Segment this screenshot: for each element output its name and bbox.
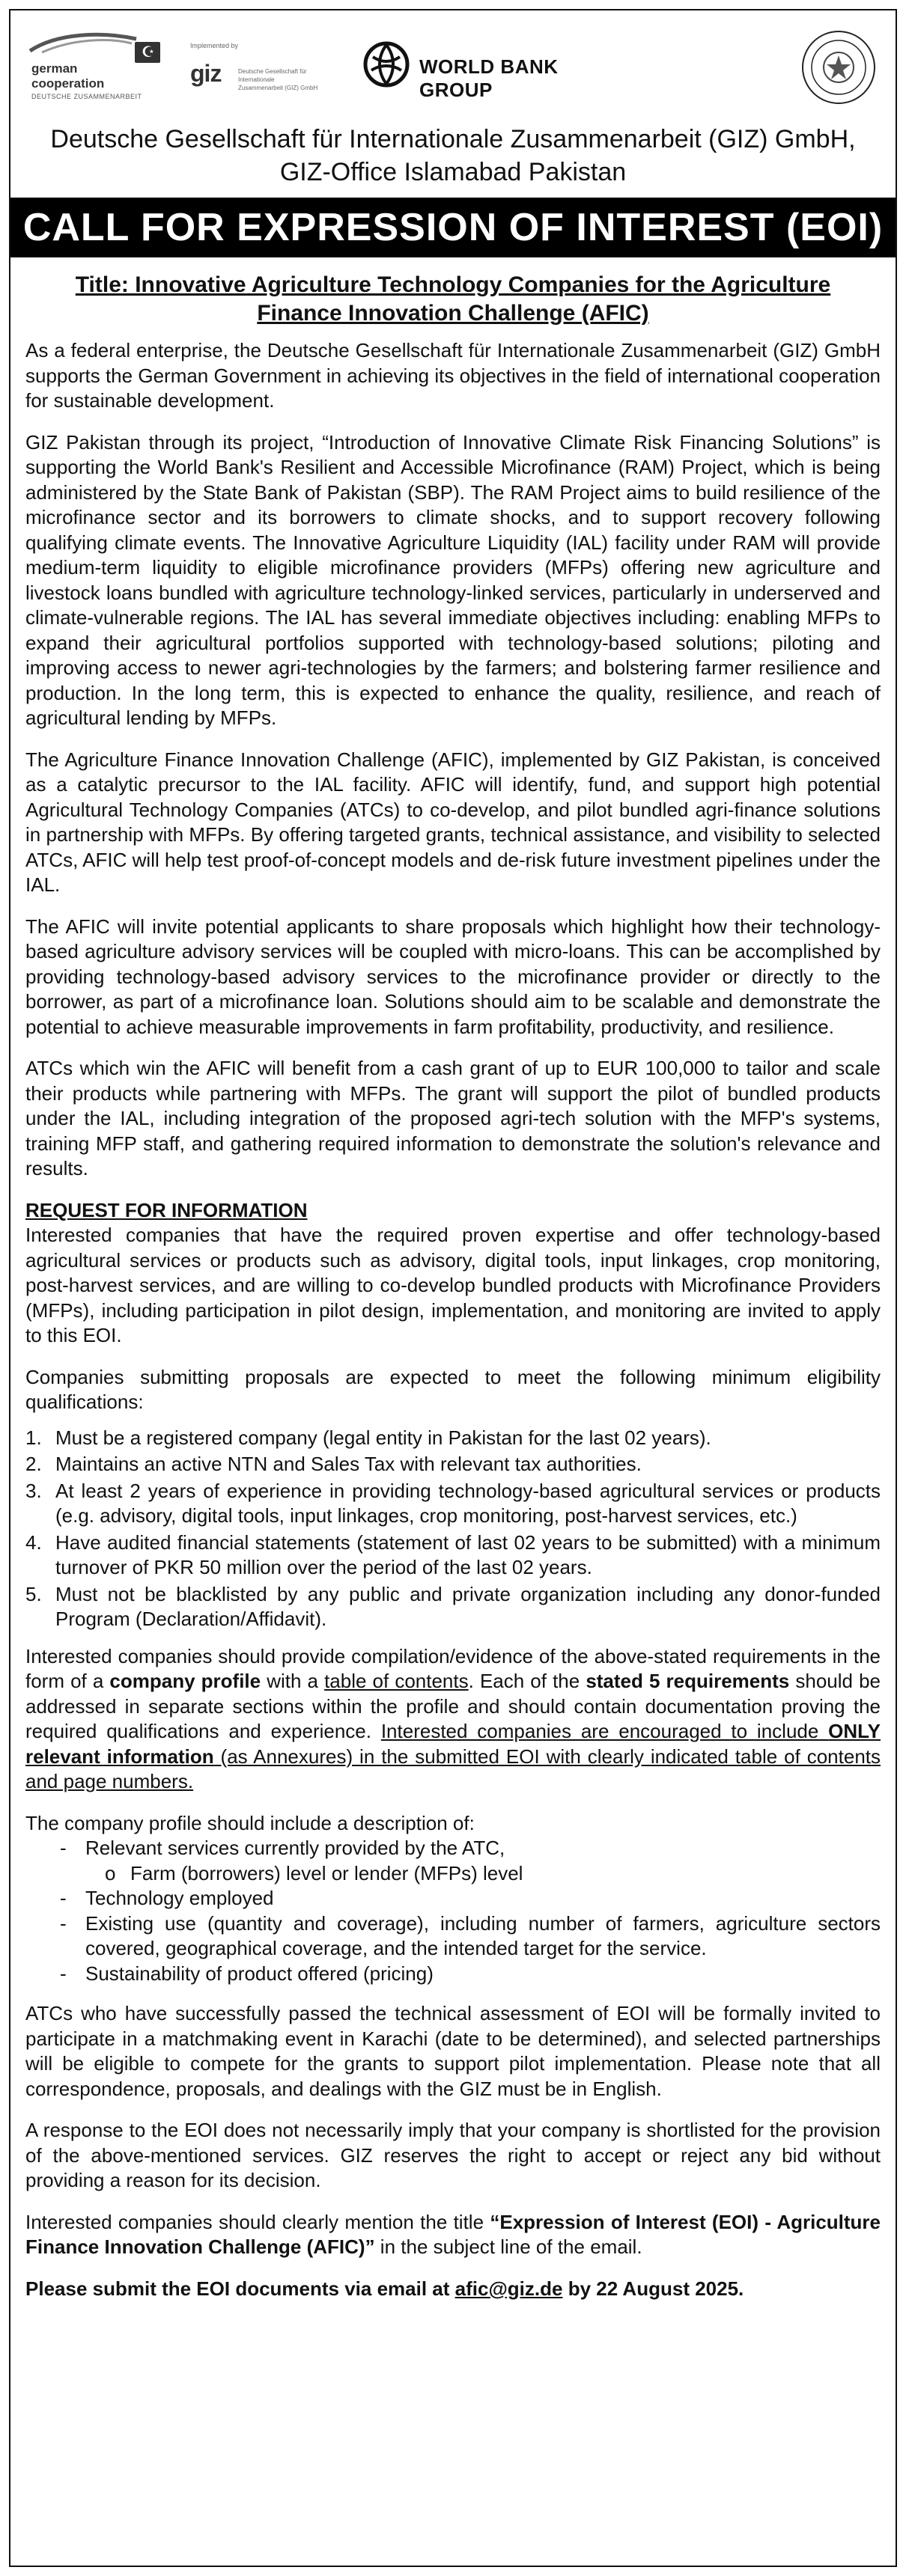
organization-name: Deutsche Gesellschaft für Internationale Zusammenarbeit (GIZ) GmbH, [50,125,856,153]
submission-instructions [25,2277,881,2302]
item-number: 3. [25,1479,42,1502]
paragraph-project: GIZ Pakistan through its project, “Introduction of Innovative Climate Risk Financing Solutions” is supporting the World Bank's Resilient and Accessible Microfinance (RAM) Project, which is being administered by the State Bank of Pakistan (SBP). The RAM Project aims to build resilience of the microfinance sector and its borrowers to climate shocks, and to support recovery following qualifying climate events. The Innovative Agriculture Liquidity (IAL) facility under RAM will provide medium-term liquidity to eligible microfinance providers (MFPs) offering new agriculture and livestock loans bundled with agriculture technology-linked services, particularly in underserved and climate-vulnerable regions. The IAL has several immediate objectives including: enabling MFPs to expand their agricultural portfolios supported with technology-based solutions; piloting and improving access to newer agri-technologies by the farmers; and bolstering farmer resilience and production. In the long term, this is expected to enhance the quality, resilience, and reach of agricultural lending by MFPs. [25,430,881,729]
giz-logo [190,42,317,94]
paragraph-proposals: The AFIC will invite potential applicants to share proposals which highlight how their technology-based agriculture advisory services will be coupled with micro-loans. This can be accomplished by providing technology-based advisory services to the microfinance provider or directly to the borrower, as part of a microfinance loan. Solutions should aim to be scalable and demonstrate the potential to achieve measurable improvements in farm profitability, productivity, and resilience. [25,915,881,1038]
item-text: Technology employed [85,1887,274,1909]
email-subject-title: “Expression of Interest (EOI) - Agriculture Finance Innovation Challenge (AFIC)” [25,2210,881,2258]
paragraph-afic: The Agriculture Finance Innovation Challenge (AFIC), implemented by GIZ Pakistan, is conceived as a catalytic precursor to the IAL facility. AFIC will identify, fund, and support high potential Agricultural Technology Companies (ATCs) to co-develop, and pilot bundled agri-finance solutions in partnership with MFPs. By offering targeted grants, technical assistance, and visibility to selected ATCs, AFIC will help test proof-of-concept models and de-risk future investment pipelines under the IAL. [25,748,881,896]
profile-intro: The company profile should include a description of: [25,1811,475,1834]
eoi-banner: CALL FOR EXPRESSION OF INTEREST (EOI) [10,198,896,257]
text-run: Please submit the EOI documents via email at [25,2277,455,2300]
item-text: Existing use (quantity and coverage), including number of farmers, agriculture sectors covered, geographical coverage, and the intended target for the service. [85,1911,881,1959]
list-item [25,1452,881,1477]
list-item [25,1530,881,1581]
paragraph-disclaimer: A response to the EOI does not necessarily imply that your company is shortlisted for the provision of the above-mentioned services. GIZ reserves the right to accept or reject any bid without providing a reason for its decision. [25,2119,881,2191]
list-item [25,1861,881,1887]
paragraph-intro: As a federal enterprise, the Deutsche Gesellschaft für Internationale Zusammenarbeit (GIZ) GmbH supports the German Government in achieving its objectives in the field of international cooperation for sustainable development. [25,339,881,412]
text-run: in the subject line of the email. [374,2235,642,2258]
list-item [25,1836,881,1861]
world-bank-logo [362,40,617,101]
item-text: Must be a registered company (legal entity in Pakistan for the last 02 years). [55,1426,711,1449]
item-text: At least 2 years of experience in providing technology-based agricultural services or products (e.g. advisory, digital tools, input linkages, crop monitoring, post-harvest services, etc.) [55,1479,881,1527]
office-location: GIZ-Office Islamabad Pakistan [279,158,627,186]
text-run: with a [261,1670,325,1692]
text-run: Interested companies should clearly mention the title [25,2210,490,2233]
qualifications-list [25,1426,881,1632]
list-item [25,1886,881,1911]
emphasis-annexures: (as Annexures) in the submitted EOI with clearly indicated table of contents and page numbers. [25,1745,881,1792]
emphasis-interested-companies: Interested companies are encouraged to include [380,1720,829,1742]
item-text: Sustainability of product offered (pricing) [85,1962,434,1985]
rfi-heading: REQUEST FOR INFORMATION [25,1198,308,1221]
paragraph-matchmaking: ATCs who have successfully passed the technical assessment of EOI will be formally invited to participate in a matchmaking event in Karachi (date to be determined), and selected partnerships will be eligible to compete for the grants to support pilot implementation. Please note that all correspondence, proposals, and dealings with the GIZ must be in English. [25,2002,881,2100]
item-number: 1. [25,1426,42,1449]
logo-bar [10,10,896,123]
profile-list [25,1836,881,1986]
emphasis-stated-requirements: stated 5 requirements [586,1670,790,1692]
world-bank-wordmark: WORLD BANK GROUP [419,55,559,101]
eoi-title: Title: Innovative Agriculture Technology Companies for the Agriculture Finance Innovation Challenge (AFIC) [75,272,831,326]
item-text: Must not be blacklisted by any public and private organization including any donor-funded Program (Declaration/Affidavit). [55,1582,881,1630]
text-run: . Each of the [468,1670,586,1692]
paragraph-company-profile [25,1644,881,1795]
text-run: Interested companies should provide compilation/evidence of the above-stated requirements in the form of a [25,1644,881,1692]
bullet: - [60,1837,67,1859]
list-item [25,1479,881,1529]
text-run: should be addressed in separate sections within the profile and should contain documentation proving the required qualifications and experience. [25,1670,881,1742]
list-item [25,1582,881,1632]
bullet: - [60,1962,67,1985]
bullet: - [60,1911,67,1935]
item-number: 2. [25,1453,42,1475]
paragraph-grant: ATCs which win the AFIC will benefit from a cash grant of up to EUR 100,000 to tailor and scale their products while partnering with MFPs. The grant will support the pilot of bundled products under the IAL, including integration of the proposed agri-tech solution with the MFP's systems, training MFP staff, and gathering required information to demonstrate the solution's relevance and results. [25,1057,881,1179]
paragraph-eligibility: Companies submitting proposals are expected to meet the following minimum eligibility qualifications: [25,1365,881,1413]
emphasis-table-of-contents: table of contents [324,1670,469,1692]
cooperation-word: cooperation [31,76,105,91]
list-item [25,1962,881,1987]
emphasis-only-relevant: ONLY relevant information [25,1720,881,1768]
bullet: - [60,1887,67,1909]
list-item [25,1911,881,1962]
emphasis-company-profile: company profile [109,1670,261,1692]
item-text: Farm (borrowers) level or lender (MFPs) level [130,1861,523,1884]
german-word: german [31,61,78,76]
implemented-by: Implemented by [190,42,239,49]
deadline: by 22 August 2025. [562,2277,744,2300]
list-item [25,1426,881,1451]
item-text: Relevant services currently provided by the ATC, [85,1837,505,1859]
bullet: o [105,1861,116,1884]
giz-subtext: Deutsche Gesellschaft für Internationale Zusammenarbeit (GIZ) GmbH [238,68,318,91]
globe-icon [362,40,410,88]
paragraph-subject-line [25,2210,881,2260]
item-text: Have audited financial statements (statement of last 02 years to be submitted) with a minimum turnover of PKR 50 million over the period of the last 02 years. [55,1530,881,1578]
state-seal-icon [800,28,878,106]
deutsche-zusammenarbeit: DEUTSCHE ZUSAMMENARBEIT [31,93,142,100]
item-text: Maintains an active NTN and Sales Tax with relevant tax authorities. [55,1453,642,1475]
swoosh-icon [27,31,139,54]
giz-mark: giz [190,60,222,87]
paragraph-rfi: Interested companies that have the required proven expertise and offer technology-based agricultural services or products such as advisory, digital tools, input linkages, crop monitoring, post-harvest services, and are willing to co-develop bundled products with Microfinance Providers (MFPs), including participation in pilot design, implementation, and monitoring are invited to apply to this EOI. [25,1224,881,1346]
pakistan-flag-icon [135,42,160,63]
notice-body [10,338,896,2301]
item-number: 4. [25,1530,42,1554]
email-link[interactable]: afic@giz.de [454,2277,563,2300]
eoi-notice [9,9,897,2567]
item-number: 5. [25,1582,42,1605]
